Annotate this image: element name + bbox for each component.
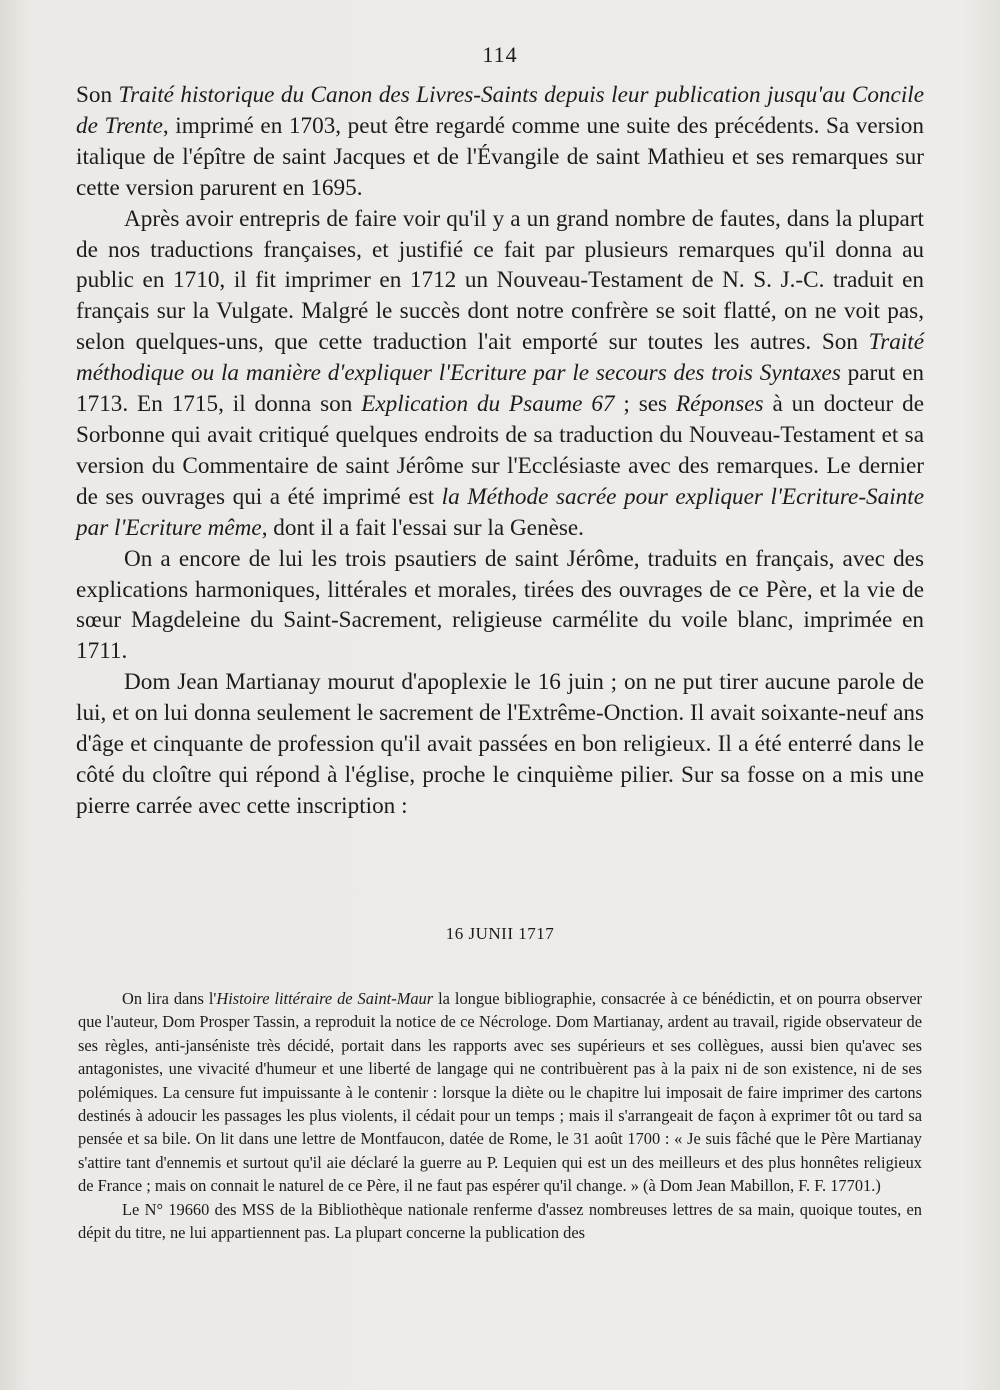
page-number: 114 <box>482 42 518 67</box>
paragraph-3: On a encore de lui les trois psautiers de saint Jérôme, traduits en français, avec des explications harmoniques, littérales et morales, tirées des ouvrages de ce Père, et la vie de sœur Magdeleine du Saint-Sacrement, religieuse carmélite du voile blanc, imprimée en 1711. <box>76 545 924 665</box>
text-run: Après avoir entrepris de faire voir qu'il y a un grand nombre de fautes, dans la plupart de nos traductions françaises, et justifié ce fait par plusieurs remarques qu'il donna au public en 1710, il fit imprimer en 1712 un Nouveau-Testament de N. S. J.-C. traduit en français sur la Vulgate. Malgré le succès dont notre confrère se soit flatté, on ne voit pas, selon quelques-uns, que cette traduction l'ait emporté sur toutes les autres. Son <box>76 205 924 356</box>
text-run: , imprimé en 1703, peut être regardé comme une suite des précédents. Sa version italique de l'épître de saint Jacques et de l'Évangile de saint Mathieu et ses remarques sur cette version parurent en 1695. <box>76 112 924 201</box>
text-run: On lira dans l' <box>122 989 217 1008</box>
footnote <box>78 987 922 1244</box>
footnote-paragraph-1 <box>78 987 922 1198</box>
inscription-date: 16 JUNII 1717 <box>445 924 555 943</box>
paragraph-4: Dom Jean Martianay mourut d'apoplexie le 16 juin ; on ne put tirer aucune parole de lui, et on lui donna seulement le sacrement de l'Extrême-Onction. Il avait soixante-neuf ans d'âge et cinquante de profession qu'il avait passées en bon religieux. Il a été enterré dans le côté du cloître qui répond à l'église, proche le cinquième pilier. Sur sa fosse on a mis une pierre carrée avec cette inscription : <box>76 669 924 819</box>
work-title: la Méthode sacrée pour expliquer l'Ecriture-Sainte par l'Ecriture même <box>76 483 924 541</box>
paragraph-1 <box>76 80 924 204</box>
work-title: Traité historique du Canon des Livres-Saints depuis leur publication jusqu'au Concile de Trente <box>76 82 924 139</box>
text-run: Son <box>76 82 119 108</box>
main-text <box>76 80 924 822</box>
work-title: Réponses <box>675 391 764 418</box>
paragraph-2 <box>76 204 924 544</box>
text-run: parut en 1713. En 1715, il donna son <box>76 360 924 418</box>
text-run: ; ses <box>614 391 676 418</box>
footnote-paragraph-2: Le N° 19660 des MSS de la Bibliothèque nationale renferme d'assez nombreuses lettres de sa main, quoique toutes, en dépit du titre, ne lui appartiennent pas. La plupart concerne la publication des <box>78 1199 922 1243</box>
work-title: Traité méthodique ou la manière d'expliquer l'Ecriture par le secours des trois Syntaxes <box>76 329 924 387</box>
text-run: la longue bibliographie, consacrée à ce bénédictin, et on pourra observer que l'auteur, Dom Prosper Tassin, a reproduit la notice de ce Nécrologe. Dom Martianay, ardent au travail, rigide observateur de ses règles, anti-janséniste très décidé, portait dans les rapports avec ses supérieurs et ses collègues, aussi bien qu'avec ses antagonistes, une vivacité d'humeur et une liberté de langage qui ne contribuèrent pas à la paix ni de son existence, ni de ses polémiques. La censure fut impuissante à le contenir : lorsque la diète ou le chapitre lui imposait de faire imprimer des cartons destinés à adoucir les passages les plus violents, il cédait pour un temps ; mais il s'arrangeait de façon à exprimer tôt ou tard sa pensée et sa bile. On lit dans une lettre de Montfaucon, datée de Rome, le 31 août 1700 : « Je suis fâché que le Père Martianay s'attire tant d'ennemis et surtout qu'il aie déclaré la guerre au P. Lequien qui est un des meilleurs et des plus honnêtes religieux de France ; mais on connait le naturel de ce Père, il ne faut pas espérer qu'il change. » (à Dom Jean Mabillon, F. F. 17701.) <box>78 989 923 1196</box>
work-title: Explication du Psaume 67 <box>361 391 615 418</box>
text-run: , dont il a fait l'essai sur la Genèse. <box>261 514 584 541</box>
text-run: à un docteur de Sorbonne qui avait critiqué quelques endroits de sa traduction du Nouveau-Testament et sa version du Commentaire de saint Jérôme sur l'Ecclésiaste avec des remarques. Le dernier de ses ouvrages qui a été imprimé est <box>76 391 924 510</box>
work-title: Histoire littéraire de Saint-Maur <box>216 989 434 1008</box>
